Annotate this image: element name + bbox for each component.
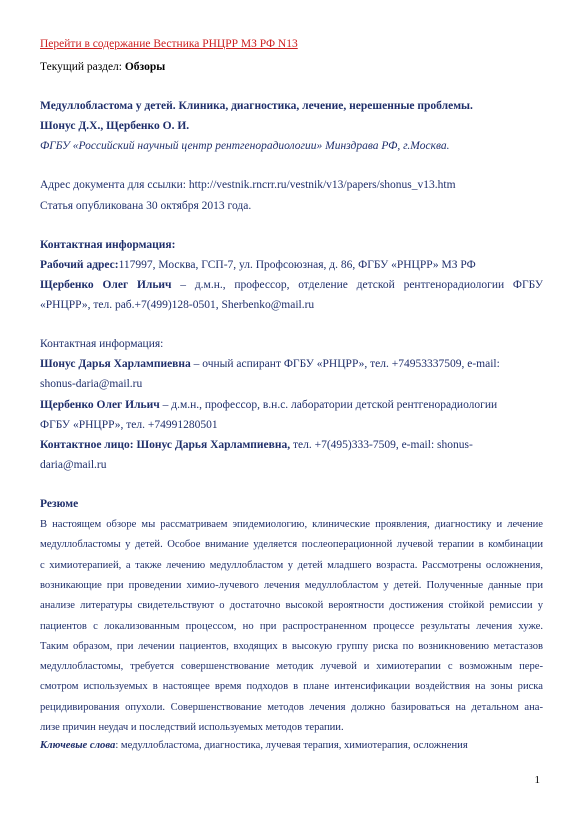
article-title: Медуллобластома у детей. Клиника, диагностика, лечение, нерешенные проблемы.: [40, 100, 473, 112]
abstract-line: медуллобластомы, требуется совершенствование методик лучевой и химиотерапии с возможным пере-: [40, 661, 543, 673]
contact2-p2-line1: [40, 398, 497, 412]
abstract-line: лизе причин неудач и последствий используемых методов терапии.: [40, 722, 344, 733]
abstract-line: медуллобластомы у детей. Особое внимание уделяется послеоперационной лучевой терапии в комбинации: [40, 539, 543, 551]
page-number: 1: [534, 774, 540, 786]
keywords: [40, 739, 468, 753]
keywords-label: Ключевые слова: [40, 740, 116, 751]
contents-link[interactable]: [40, 37, 298, 51]
contact-person-label: Контактное лицо: Шонус Дарья Харлампиевна,: [40, 439, 291, 451]
contact-heading-2: Контактная информация:: [40, 338, 164, 350]
contact-heading-1: Контактная информация:: [40, 239, 176, 251]
contact2-p1-line2: shonus-daria@mail.ru: [40, 378, 143, 390]
abstract-line: пациентов с локализованным процессом, но при распространенном процессе результаты лечения хуже.: [40, 620, 543, 632]
keywords-text: : медуллобластома, диагностика, лучевая терапия, химиотерапия, осложнения: [115, 740, 468, 751]
work-address: [40, 258, 476, 272]
abstract-line: возникающие при проведении химио-лучевого лечения медуллобластом у детей. Полученные данные при: [40, 579, 543, 591]
abstract-line: с химиотерапией, а также лечению медуллобластом у детей младшего возраста. Рассмотрены осложнения,: [40, 559, 543, 571]
contact-person-line2: daria@mail.ru: [40, 459, 107, 471]
abstract-line: Таким образом, при лечении пациентов, входящих в высокую группу риска по возникновению метастазов: [40, 640, 543, 652]
contact1-person-line1: [40, 278, 543, 292]
contact-person-text: тел. +7(495)333-7509, e-mail: shonus-: [290, 439, 473, 451]
abstract-line: смотром используемых в настоящее время подходов в плане интенсификации воздействия на зоны риска: [40, 681, 543, 693]
contact1-person-name: Щербенко Олег Ильич: [40, 279, 172, 291]
abstract-line: В настоящем обзоре мы рассматриваем эпидемиологию, клинические проявления, диагностику и лечение: [40, 519, 543, 530]
abstract-heading: Резюме: [40, 498, 79, 510]
contents-link-text[interactable]: Перейти в содержание Вестника РНЦРР МЗ РФ N13: [40, 38, 298, 50]
contact2-p2-text: – д.м.н., профессор, в.н.с. лаборатории детской рентгенорадиологии: [159, 399, 498, 411]
section-label: Текущий раздел:: [40, 61, 125, 73]
contact1-person-text: – д.м.н., профессор, отделение детской рентгенорадиологии ФГБУ: [171, 279, 543, 291]
publication-date: Статья опубликована 30 октября 2013 года.: [40, 200, 252, 212]
work-address-text: 117997, Москва, ГСП-7, ул. Профсоюзная, д. 86, ФГБУ «РНЦРР» МЗ РФ: [118, 259, 476, 271]
contact2-p2-name: Щербенко Олег Ильич: [40, 399, 160, 411]
abstract-line: рецидивирования опухоли. Совершенствование методов лечения должно базироваться на детальном ана-: [40, 701, 543, 713]
document-address: [40, 178, 456, 192]
contact2-p1-line1: [40, 357, 500, 371]
article-authors: Шонус Д.Х., Щербенко О. И.: [40, 120, 190, 132]
article-affiliation: ФГБУ «Российский научный центр рентгенорадиологии» Минздрава РФ, г.Москва.: [40, 140, 450, 152]
section-value: Обзоры: [124, 61, 166, 73]
work-address-label: Рабочий адрес:: [40, 259, 119, 271]
current-section: [40, 60, 165, 74]
contact1-person-line2: «РНЦРР», тел. раб.+7(499)128-0501, Sherbenko@mail.ru: [40, 299, 315, 311]
address-label: Адрес документа для ссылки:: [40, 179, 189, 191]
contact2-p1-name: Шонус Дарья Харлампиевна: [40, 358, 191, 370]
contact2-p1-text: – очный аспирант ФГБУ «РНЦРР», тел. +74953337509, e-mail:: [190, 358, 500, 370]
abstract-line: анализе литературы свидетельствуют о достаточно высокой вероятности достижения стойкой ремиссии у: [40, 600, 543, 612]
contact2-p2-line2: ФГБУ «РНЦРР», тел. +74991280501: [40, 419, 218, 431]
contact-person-line1: [40, 438, 473, 452]
address-url[interactable]: http://vestnik.rncrr.ru/vestnik/v13/papers/shonus_v13.htm: [188, 179, 456, 191]
